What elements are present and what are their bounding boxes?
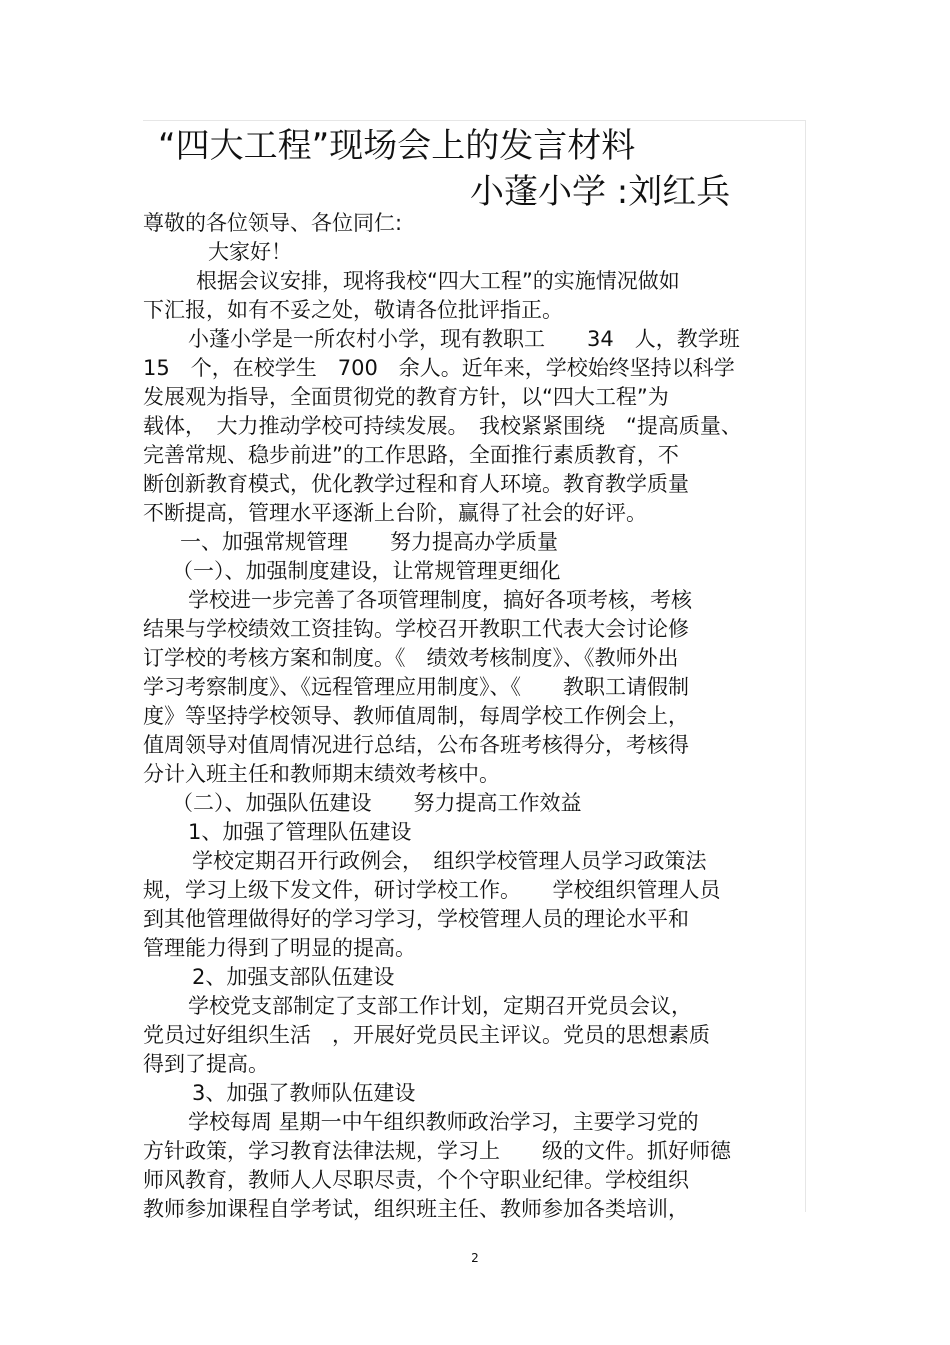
paragraph-line: 小蓬小学是一所农村小学，现有教职工 34 人，教学班 xyxy=(188,327,740,351)
paragraph-line: 规，学习上级下发文件，研讨学校工作。 学校组织管理人员 xyxy=(143,878,721,902)
document-title: “四大工程”现场会上的发言材料 xyxy=(158,126,636,166)
item-heading: 3、加强了教师队伍建设 xyxy=(192,1081,416,1105)
item-heading: 2、加强支部队伍建设 xyxy=(192,965,395,989)
paragraph-line: 学习考察制度》、《远程管理应用制度》、《 教职工请假制 xyxy=(143,675,689,699)
paragraph-line: 根据会议安排，现将我校“四大工程”的实施情况做如 xyxy=(196,269,680,293)
paragraph-line: 下汇报，如有不妥之处，敬请各位批评指正。 xyxy=(143,298,563,322)
paragraph-line: 方针政策，学习教育法律法规，学习上 级的文件。抓好师德 xyxy=(143,1139,731,1163)
paragraph-line: 订学校的考核方案和制度。《 绩效考核制度》、《教师外出 xyxy=(143,646,679,670)
paragraph-line: 到其他管理做得好的学习学习，学校管理人员的理论水平和 xyxy=(143,907,689,931)
page-number: 2 xyxy=(471,1251,479,1265)
paragraph-line: 度》等坚持学校领导、教师值周制，每周学校工作例会上， xyxy=(143,704,689,728)
paragraph-line: 值周领导对值周情况进行总结，公布各班考核得分，考核得 xyxy=(143,733,689,757)
section-heading: 一、加强常规管理 努力提高办学质量 xyxy=(180,530,558,554)
document-author: 小蓬小学 :刘红兵 xyxy=(470,172,731,212)
subsection-heading: （一）、加强制度建设，让常规管理更细化 xyxy=(172,559,561,583)
paragraph-line: 学校进一步完善了各项管理制度，搞好各项考核，考核 xyxy=(188,588,692,612)
paragraph-line: 师风教育，教师人人尽职尽责，个个守职业纪律。学校组织 xyxy=(143,1168,689,1192)
paragraph-line: 学校每周 星期一中午组织教师政治学习，主要学习党的 xyxy=(188,1110,699,1134)
paragraph-line: 发展观为指导，全面贯彻党的教育方针，以“四大工程”为 xyxy=(143,385,669,409)
paragraph-line: 教师参加课程自学考试，组织班主任、教师参加各类培训， xyxy=(143,1197,689,1221)
item-heading: 1、加强了管理队伍建设 xyxy=(188,820,412,844)
paragraph-line: 学校定期召开行政例会， 组织学校管理人员学习政策法 xyxy=(192,849,707,873)
salutation: 尊敬的各位领导、各位同仁: xyxy=(143,211,403,235)
paragraph-line: 断创新教育模式，优化教学过程和育人环境。教育教学质量 xyxy=(143,472,689,496)
paragraph-line: 分计入班主任和教师期末绩效考核中。 xyxy=(143,762,500,786)
paragraph-line: 得到了提高。 xyxy=(143,1052,269,1076)
paragraph-line: 完善常规、稳步前进”的工作思路，全面推行素质教育，不 xyxy=(143,443,679,467)
subsection-heading: （二）、加强队伍建设 努力提高工作效益 xyxy=(172,791,582,815)
paragraph-line: 结果与学校绩效工资挂钩。学校召开教职工代表大会讨论修 xyxy=(143,617,689,641)
paragraph-line: 15 个，在校学生 700 余人。近年来，学校始终坚持以科学 xyxy=(143,356,735,380)
greeting: 大家好！ xyxy=(208,240,292,264)
paragraph-line: 管理能力得到了明显的提高。 xyxy=(143,936,416,960)
paragraph-line: 学校党支部制定了支部工作计划，定期召开党员会议， xyxy=(188,994,692,1018)
paragraph-line: 党员过好组织生活 ，开展好党员民主评议。党员的思想素质 xyxy=(143,1023,710,1047)
paragraph-line: 载体， 大力推动学校可持续发展。 我校紧紧围绕 “提高质量、 xyxy=(143,414,742,438)
paragraph-line: 不断提高，管理水平逐渐上台阶，赢得了社会的好评。 xyxy=(143,501,647,525)
